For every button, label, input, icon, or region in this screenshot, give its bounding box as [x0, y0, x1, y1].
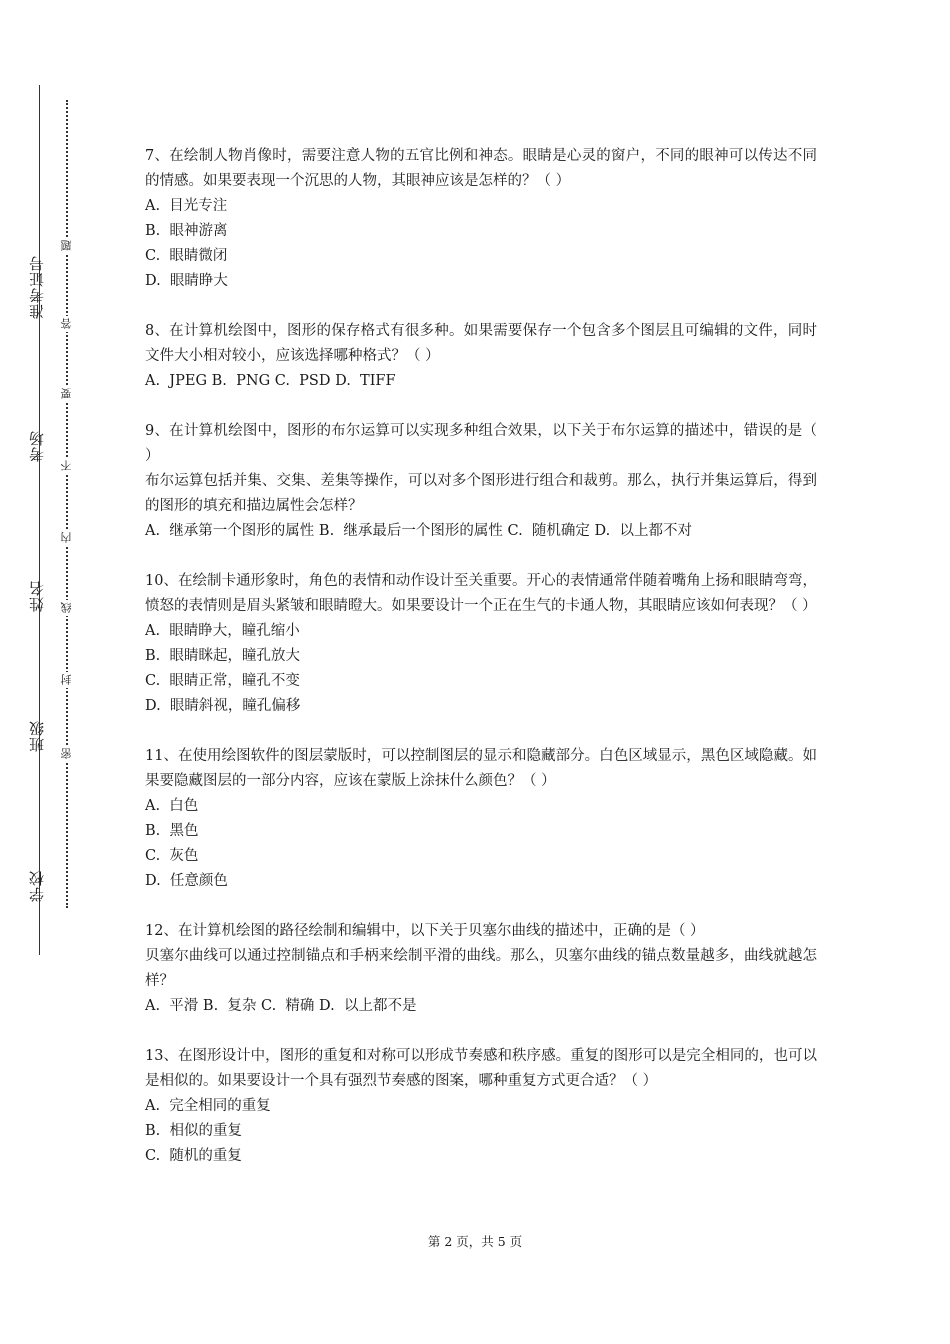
class-field: 班级: [28, 720, 46, 752]
option-a: A. 完全相同的重复: [145, 1098, 271, 1114]
question-stem-continued: 布尔运算包括并集、交集、差集等操作，可以对多个图形进行组合和裁剪。那么，执行并集运算后，得到的图形的填充和描边属性会怎样？: [145, 473, 817, 514]
option-d: D. 眼睛睁大: [145, 273, 228, 289]
option-c: C. 眼睛微闭: [145, 248, 228, 264]
question-stem-continued: 贝塞尔曲线可以通过控制锚点和手柄来绘制平滑的曲线。那么，贝塞尔曲线的锚点数量越多，曲线就越怎样？: [145, 948, 817, 989]
option-d: D. 眼睛斜视，瞳孔偏移: [145, 698, 301, 714]
question-13: [145, 1044, 817, 1169]
question-stem: 10、在绘制卡通形象时，角色的表情和动作设计至关重要。开心的表情通常伴随着嘴角上扬和眼睛弯弯，愤怒的表情则是眉头紧皱和眼睛瞪大。如果要设计一个正在生气的卡通人物，其眼睛应该如何表现？（ ）: [145, 573, 817, 614]
option-a: A. 白色: [145, 798, 199, 814]
option-a: A. 眼睛睁大，瞳孔缩小: [145, 623, 300, 639]
seal-char: 封: [59, 672, 75, 688]
option-a: A. 目光专注: [145, 198, 228, 214]
question-stem: 13、在图形设计中，图形的重复和对称可以形成节奏感和秩序感。重复的图形可以是完全相同的，也可以是相似的。如果要设计一个具有强烈节奏感的图案，哪种重复方式更合适？（ ）: [145, 1048, 817, 1089]
seal-dotted-line: [66, 100, 68, 908]
options-inline: A. 继承第一个图形的属性 B. 继承最后一个图形的属性 C. 随机确定 D. 以上都不对: [145, 523, 692, 539]
question-12: [145, 919, 817, 1019]
question-11: [145, 744, 817, 894]
question-stem: 7、在绘制人物肖像时，需要注意人物的五官比例和神态。眼睛是心灵的窗户，不同的眼神可以传达不同的情感。如果要表现一个沉思的人物，其眼神应该是怎样的？（ ）: [145, 148, 817, 189]
option-b: B. 眼睛眯起，瞳孔放大: [145, 648, 300, 664]
question-7: [145, 144, 817, 294]
option-b: B. 眼神游离: [145, 223, 228, 239]
question-9: [145, 419, 817, 544]
page-number: 第 2 页，共 5 页: [427, 1234, 523, 1249]
student-info-fields: [22, 255, 52, 935]
seal-char: 线: [59, 600, 75, 616]
question-8: [145, 319, 817, 394]
option-c: C. 灰色: [145, 848, 199, 864]
seal-char: 答: [59, 316, 75, 332]
exam-number-field: 准考证号: [28, 255, 46, 319]
name-field: 姓名: [28, 580, 46, 612]
seal-char: 题: [59, 238, 75, 254]
option-b: B. 相似的重复: [145, 1123, 242, 1139]
exam-room-field: 考场: [28, 430, 46, 462]
options-inline: A. JPEG B. PNG C. PSD D. TIFF: [145, 373, 396, 389]
question-10: [145, 569, 817, 719]
option-b: B. 黑色: [145, 823, 199, 839]
seal-char: 要: [59, 386, 75, 402]
option-d: D. 任意颜色: [145, 873, 228, 889]
seal-char: 内: [59, 530, 75, 546]
question-stem: 8、在计算机绘图中，图形的保存格式有很多种。如果需要保存一个包含多个图层且可编辑的文件，同时文件大小相对较小，应该选择哪种格式？（ ）: [145, 323, 817, 364]
option-c: C. 随机的重复: [145, 1148, 242, 1164]
question-list: [145, 144, 817, 1194]
seal-char: 密: [59, 746, 75, 762]
seal-char: 不: [59, 458, 75, 474]
question-stem: 11、在使用绘图软件的图层蒙版时，可以控制图层的显示和隐藏部分。白色区域显示，黑色区域隐藏。如果要隐藏图层的一部分内容，应该在蒙版上涂抹什么颜色？（ ）: [145, 748, 817, 789]
options-inline: A. 平滑 B. 复杂 C. 精确 D. 以上都不是: [145, 998, 417, 1014]
option-c: C. 眼睛正常，瞳孔不变: [145, 673, 300, 689]
question-stem: 12、在计算机绘图的路径绘制和编辑中，以下关于贝塞尔曲线的描述中，正确的是（ ）: [145, 923, 705, 939]
school-field: 学校: [28, 870, 46, 902]
question-stem: 9、在计算机绘图中，图形的布尔运算可以实现多种组合效果，以下关于布尔运算的描述中，错误的是（ ）: [145, 423, 817, 464]
